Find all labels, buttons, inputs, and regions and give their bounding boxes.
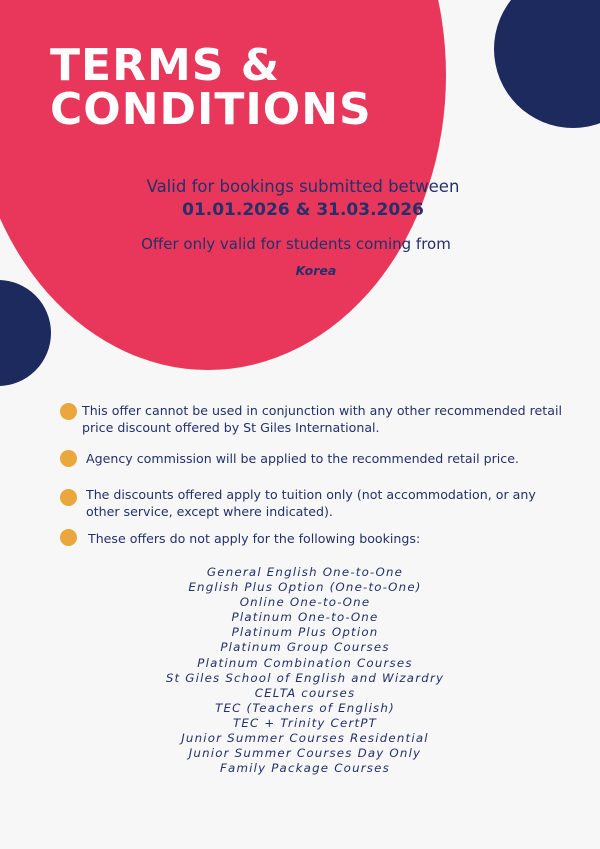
list-item: Platinum Combination Courses	[197, 655, 413, 670]
list-item: Family Package Courses	[220, 761, 390, 776]
list-item: TEC (Teachers of English)	[215, 700, 395, 715]
bullet-text: These offers do not apply for the following bookings:	[88, 531, 421, 546]
bullet-item	[60, 402, 580, 442]
bullet-text: Agency commission will be applied to the recommended retail price.	[86, 451, 519, 466]
country-label: Korea	[295, 263, 337, 278]
bullet-dot	[60, 489, 77, 506]
list-item: Junior Summer Courses Residential	[181, 731, 429, 746]
list-item: Platinum One-to-One	[231, 610, 379, 625]
list-item: Platinum Group Courses	[220, 640, 390, 655]
list-item: General English One-to-One	[206, 565, 404, 579]
offer-note: Offer only valid for students coming from	[141, 235, 451, 253]
bullet-item	[60, 529, 580, 549]
excluded-course-list	[0, 565, 600, 776]
bullet-text: This offer cannot be used in conjunction with any other recommended retail price discount offered by St Giles International.	[82, 403, 562, 435]
validity-intro: Valid for bookings submitted between	[146, 177, 460, 196]
bullet-text: The discounts offered apply to tuition only (not accommodation, or any other service, except where indicated).	[86, 487, 536, 519]
bullet-dot	[60, 529, 77, 546]
list-item: Junior Summer Courses Day Only	[188, 746, 422, 761]
page-title	[50, 40, 372, 135]
title-line-2: CONDITIONS	[50, 84, 372, 135]
bullet-dot	[60, 403, 77, 420]
list-item: TEC + Trinity CertPT	[232, 715, 378, 730]
list-item: Platinum Plus Option	[231, 625, 379, 640]
list-item: English Plus Option (One-to-One)	[188, 580, 422, 595]
title-line-1: TERMS &	[50, 40, 281, 91]
bullet-item	[60, 450, 580, 470]
bullet-item	[60, 488, 580, 528]
list-item: St Giles School of English and Wizardry	[165, 670, 445, 685]
list-item: Online One-to-One	[239, 595, 371, 610]
validity-dates: 01.01.2026 & 31.03.2026	[182, 200, 424, 220]
navy-circle-left	[0, 280, 51, 386]
navy-circle-top-right	[494, 0, 600, 128]
list-item: CELTA courses	[254, 685, 356, 700]
bullet-dot	[60, 450, 77, 467]
